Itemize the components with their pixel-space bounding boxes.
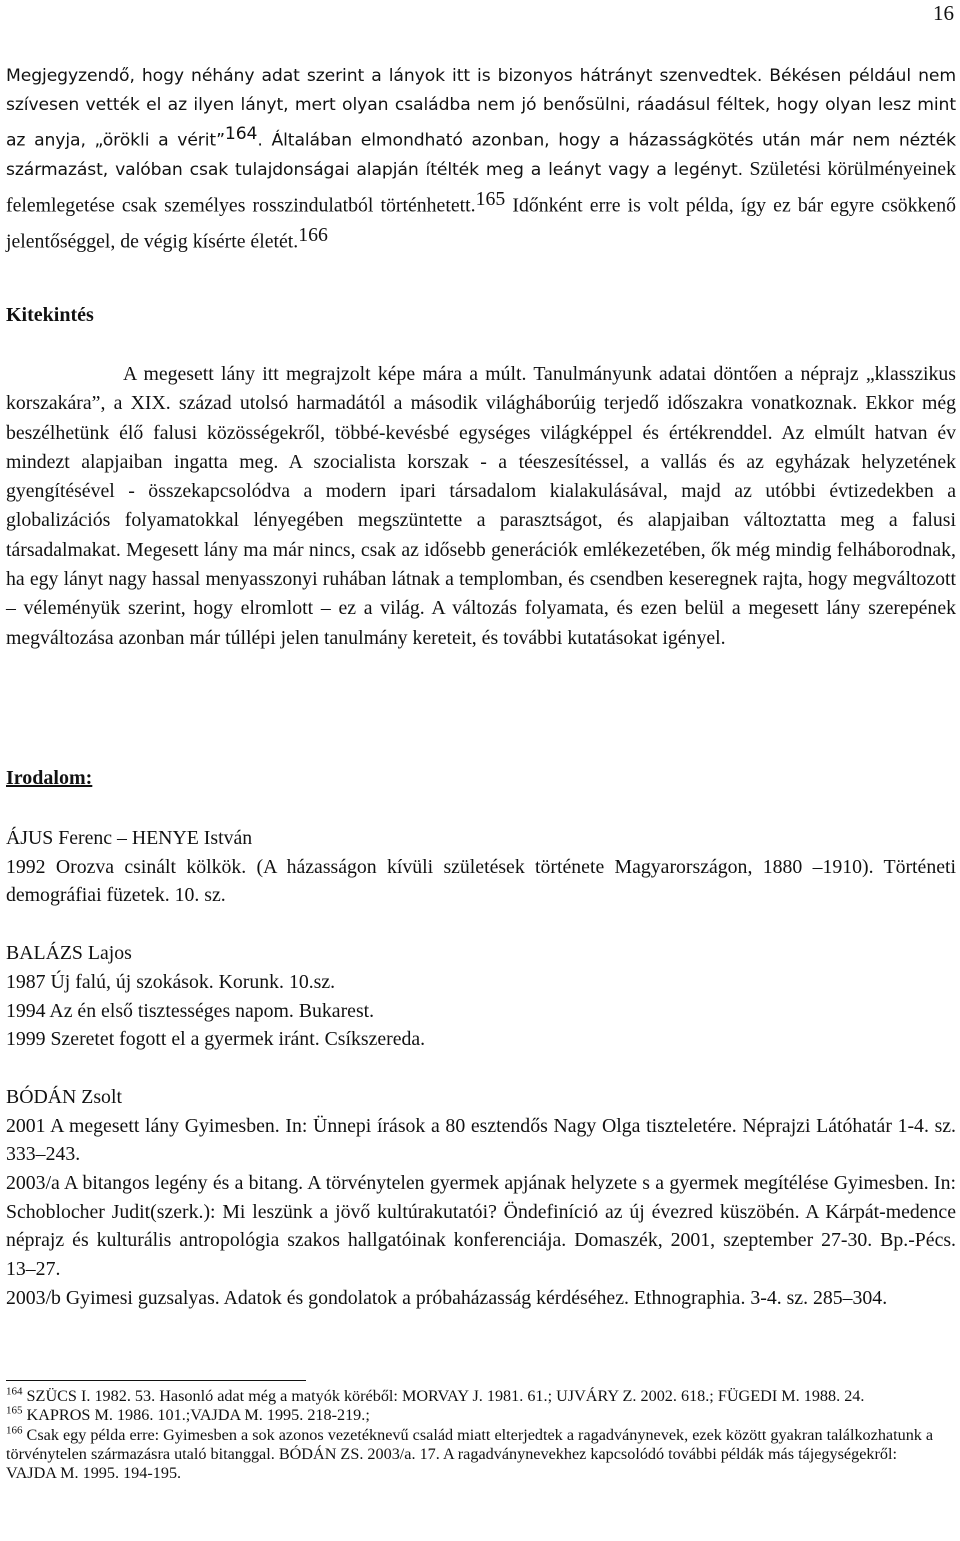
footnote-ref-166[interactable]: 166 xyxy=(298,223,328,246)
paragraph-intro-part1: Megjegyzendő, hogy néhány adat szerint a lányok itt is bizonyos hátrányt szenvedtek. Békésen például nem szívesen vették el az ilyen lányt, mert olyan családba nem jó benősülni, ráadásul féltek, hogy olyan lesz mint az anyja, „örökli a vérit” xyxy=(6,66,956,151)
reference-entry: 1992 Orozva csinált kölkök. (A házasságon kívüli születések története Magyarországon, 1880 –1910). Történeti demográfiai füzetek. 10. sz. xyxy=(6,855,956,907)
reference-author: BALÁZS Lajos xyxy=(6,942,132,965)
reference-group xyxy=(6,1083,956,1313)
reference-group xyxy=(6,824,956,910)
paragraph-intro-part2: . Általában elmondható azonban, hogy a házasságkötés után már nem nézték származást, valóban csak tulajdonságai alapján ítélték meg a leányt vagy a legényt. xyxy=(6,130,956,181)
footnote-list xyxy=(6,1387,946,1483)
footnote-number: 166 xyxy=(6,1424,23,1437)
footnote-divider xyxy=(6,1380,306,1381)
paragraph-intro-part4: Időnként erre is volt példa, így ez bár egyre csökkenő jelentőséggel, de végig kísérte életét. xyxy=(6,194,956,253)
reference-entry: 1999 Szeretet fogott el a gyermek iránt. Csíkszereda. xyxy=(6,1028,426,1051)
footnote-text: SZÜCS I. 1982. 53. Hasonló adat még a matyók köréből: MORVAY J. 1981. 61.; UJVÁRY Z. 2002. 618.; FÜGEDI M. 1988. 24. xyxy=(22,1387,865,1405)
reference-entry: 1994 Az én első tisztességes napom. Bukarest. xyxy=(6,999,375,1022)
reference-entry: 2003/a A bitangos legény és a bitang. A törvénytelen gyermek apjának helyzete s a gyermek megítélése Gyimesben. In: Schoblocher Judit(szerk.): Mi leszünk a jövő kultúrakutatói? Öndefiníció az új évezred küszöbén. A Kárpát-medence néprajz és kulturális antropológia szakos hallgatóinak konferenciája. Domaszék, 2001, szeptember 27-30. Bp.-Pécs. 13–27. xyxy=(6,1172,956,1281)
reference-author: BÓDÁN Zsolt xyxy=(6,1085,122,1108)
paragraph-kitekintes: A megesett lány itt megrajzolt képe mára a múlt. Tanulmányunk adatai döntően a néprajz „klasszikus korszakára”, a XIX. század utolsó harmadától a második világháborúig terjedő időszakra vonatkoznak. Ekkor még beszélhetünk élő falusi közösségekről, többé-kevésbé egységes világképpel és értékrenddel. Az elmúlt hatvan év mindezt alapjaiban ingatta meg. A szocialista korszak - a téeszesítéssel, a vallás és az egyházak helyzetének gyengítésével - összekapcsolódva a modern ipari társadalom kialakulásával, majd az utóbbi évtizedekben a globalizációs folyamatokkal lényegében megszüntette a parasztságot, és alapjaiban változtatta meg a falusi társadalmakat. Megesett lány ma már nincs, csak az idősebb generációk emlékezetében, ők még mindig felháborodnak, ha egy lányt nagy hassal menyasszonyi ruhában látnak a templomban, és csendben keseregnek rajta, hogy megváltozott – véleményük szerint, hogy elromlott – ez a világ. A változás folyamata, és ezen belül a megesett lány szerepének megváltozása azonban már túllépi jelen tanulmány kereteit, és további kutatásokat igényel. xyxy=(6,363,956,649)
footnote-166 xyxy=(6,1426,946,1484)
reference-group xyxy=(6,939,956,1054)
reference-entry: 2001 A megesett lány Gyimesben. In: Ünnepi írások a 80 esztendős Nagy Olga tiszteletére. Néprajzi Látóhatár 1-4. sz. 333–243. xyxy=(6,1114,956,1166)
footnote-number: 164 xyxy=(6,1385,23,1398)
reference-entry: 1987 Új falú, új szokások. Korunk. 10.sz. xyxy=(6,970,336,993)
section-heading-kitekintes: Kitekintés xyxy=(6,304,94,326)
footnote-text: KAPROS M. 1986. 101.;VAJDA M. 1995. 218-219.; xyxy=(22,1406,370,1425)
footnote-164 xyxy=(6,1387,946,1406)
footnote-165 xyxy=(6,1406,946,1425)
reference-author: ÁJUS Ferenc – HENYE István xyxy=(6,827,253,849)
page-number: 16 xyxy=(933,1,954,25)
section-heading-irodalom: Irodalom: xyxy=(6,767,93,789)
footnote-ref-164[interactable]: 164 xyxy=(224,124,258,144)
reference-list xyxy=(6,824,956,1342)
footnote-ref-165[interactable]: 165 xyxy=(475,188,506,211)
paragraph-intro-part3: Születési körülményeinek felemlegetése csak személyes rosszindulatból történhetett. xyxy=(6,158,956,217)
paragraph-intro xyxy=(6,62,956,257)
reference-entry: 2003/b Gyimesi guzsalyas. Adatok és gondolatok a próbaházasság kérdéséhez. Ethnographia. 3-4. sz. 285–304. xyxy=(6,1286,888,1309)
footnote-text: Csak egy példa erre: Gyimesben a sok azonos vezetéknevű család miatt elterjedtek a ragadványnevek, ezek között gyakran találkozhatunk a törvénytelen származásra utaló bitanggal. BÓDÁN ZS. 2003/a. 17. A ragadványnevekhez kapcsolódó további példák más tájegységekről: VAJDA M. 1995. 194-195. xyxy=(6,1425,934,1483)
footnote-number: 165 xyxy=(6,1404,23,1417)
